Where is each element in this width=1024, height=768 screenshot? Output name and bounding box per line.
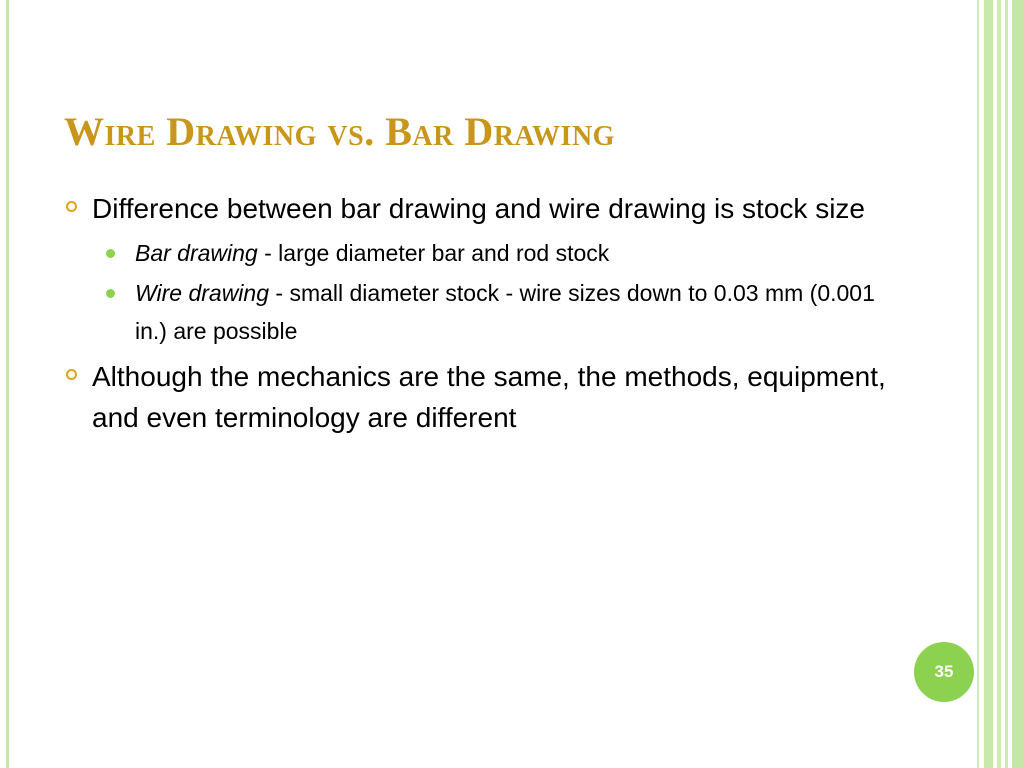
bullet-item xyxy=(66,188,906,229)
bullet-text: Although the mechanics are the same, the methods, equipment, and even terminology are different xyxy=(92,361,886,433)
bullet-text: Difference between bar drawing and wire drawing is stock size xyxy=(92,193,865,224)
right-border-stripe xyxy=(1012,0,1024,768)
sub-bullet-item xyxy=(66,234,906,272)
right-border-stripe xyxy=(997,0,1001,768)
ring-bullet-icon xyxy=(66,369,77,380)
bullet-item xyxy=(66,356,906,438)
ring-bullet-icon xyxy=(66,201,77,212)
page-number-badge: 35 xyxy=(914,642,974,702)
sub-bullet-text: - large diameter bar and rod stock xyxy=(257,240,610,266)
dot-bullet-icon xyxy=(106,249,115,258)
right-border-stripe xyxy=(1005,0,1008,768)
slide-body xyxy=(66,188,906,443)
sub-bullet-text: - small diameter stock - wire sizes down to 0.03 mm (0.001 in.) are possible xyxy=(135,280,875,344)
sub-bullet-term: Wire drawing xyxy=(135,280,270,306)
right-border-stripe xyxy=(977,0,979,768)
slide-title: Wire Drawing vs. Bar Drawing xyxy=(64,109,615,154)
left-border-line xyxy=(6,0,9,768)
dot-bullet-icon xyxy=(106,289,115,298)
sub-bullet-term: Bar drawing xyxy=(135,240,258,266)
sub-bullet-item xyxy=(66,274,906,350)
right-border-stripe xyxy=(984,0,993,768)
